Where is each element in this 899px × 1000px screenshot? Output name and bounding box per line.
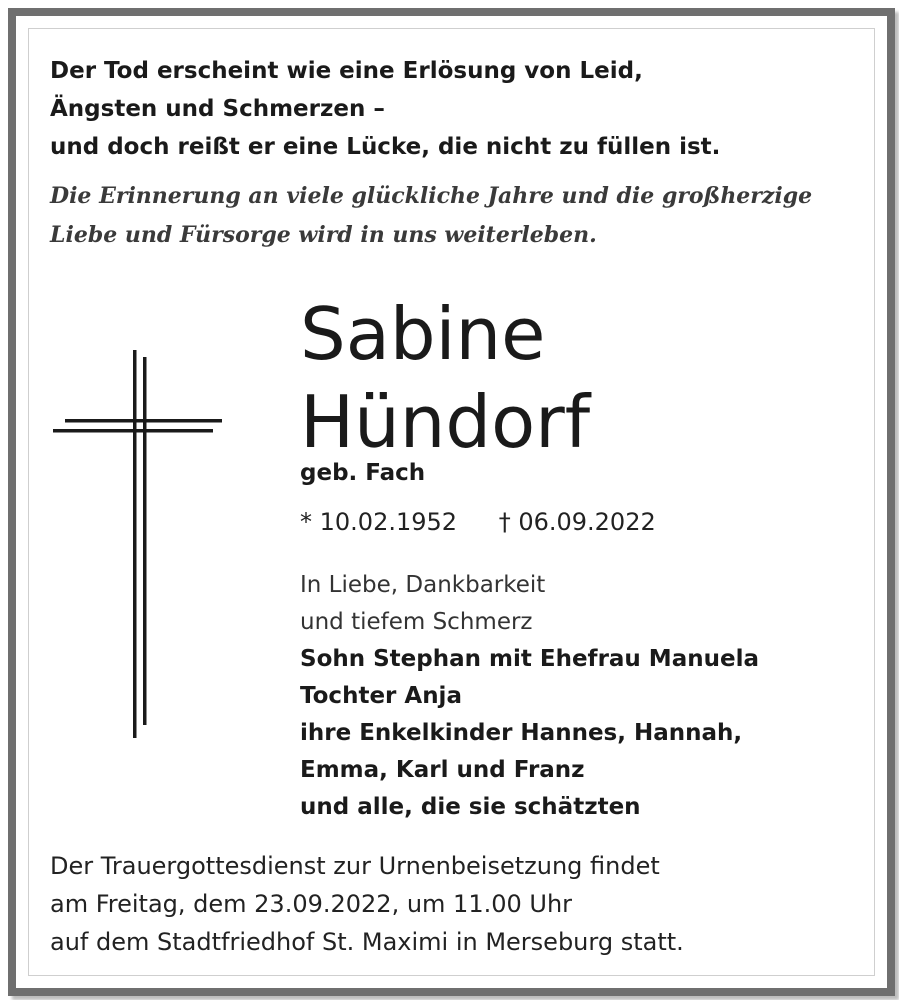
service-line: auf dem Stadtfriedhof St. Maximi in Merseburg statt. [50, 928, 684, 956]
mourners-intro-line: und tiefem Schmerz [300, 609, 533, 635]
mourners-intro-line: In Liebe, Dankbarkeit [300, 572, 546, 598]
life-dates [300, 508, 656, 536]
mourner-line: Tochter Anja [300, 683, 462, 709]
remembrance-text [50, 177, 812, 255]
mourner-line: Emma, Karl und Franz [300, 757, 585, 783]
remembrance-line: Die Erinnerung an viele glückliche Jahre und die großherzige [50, 183, 813, 209]
mourner-line: ihre Enkelkinder Hannes, Hannah, [300, 720, 743, 746]
opening-quote [50, 52, 720, 166]
quote-line: Ängsten und Schmerzen – [50, 96, 385, 122]
service-line: am Freitag, dem 23.09.2022, um 11.00 Uhr [50, 890, 573, 918]
mourners-block [300, 567, 759, 826]
funeral-service-info [50, 847, 684, 961]
double-line-cross-icon [50, 345, 230, 745]
maiden-name: geb. Fach [300, 460, 426, 486]
quote-line: und doch reißt er eine Lücke, die nicht zu füllen ist. [50, 134, 721, 160]
mourner-line: Sohn Stephan mit Ehefrau Manuela [300, 646, 759, 672]
last-name: Hündorf [300, 380, 591, 464]
birth-date: * 10.02.1952 [300, 508, 458, 536]
deceased-name [300, 290, 590, 466]
remembrance-line: Liebe und Fürsorge wird in uns weiterleben. [50, 222, 597, 248]
first-name: Sabine [300, 292, 546, 376]
death-date: † 06.09.2022 [498, 508, 656, 536]
mourner-line: und alle, die sie schätzten [300, 794, 641, 820]
quote-line: Der Tod erscheint wie eine Erlösung von Leid, [50, 58, 643, 84]
service-line: Der Trauergottesdienst zur Urnenbeisetzung findet [50, 852, 660, 880]
